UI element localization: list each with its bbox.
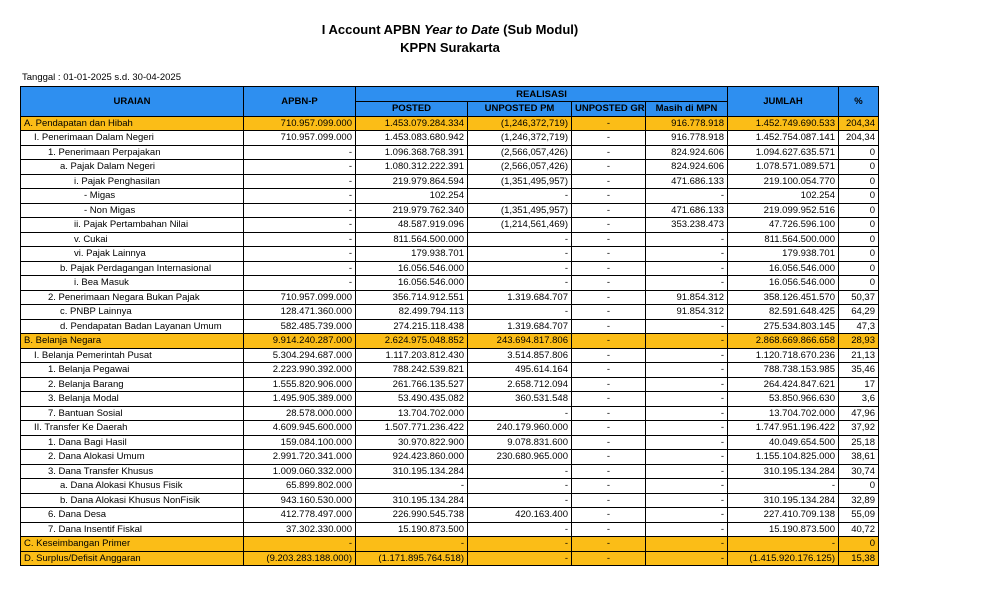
cell-pct: 204,34	[839, 131, 879, 146]
cell-posted: 82.499.794.113	[356, 305, 468, 320]
cell-unposted-pm: 240.179.960.000	[468, 421, 572, 436]
cell-apbn: 582.485.739.000	[244, 319, 356, 334]
cell-masih-mpn: -	[646, 464, 728, 479]
cell-uraian: a. Pajak Dalam Negeri	[21, 160, 244, 175]
cell-apbn: (9.203.283.188.000)	[244, 551, 356, 566]
cell-masih-mpn: -	[646, 319, 728, 334]
cell-unposted-pm: 2.658.712.094	[468, 377, 572, 392]
cell-jumlah: 358.126.451.570	[728, 290, 839, 305]
cell-masih-mpn: -	[646, 479, 728, 494]
cell-jumlah: -	[728, 537, 839, 552]
table-row	[21, 174, 879, 189]
cell-posted: 179.938.701	[356, 247, 468, 262]
cell-uraian: A. Pendapatan dan Hibah	[21, 116, 244, 131]
cell-masih-mpn: -	[646, 377, 728, 392]
cell-unposted-pm: 1.319.684.707	[468, 319, 572, 334]
cell-apbn: -	[244, 261, 356, 276]
cell-uraian: v. Cukai	[21, 232, 244, 247]
cell-uraian: C. Keseimbangan Primer	[21, 537, 244, 552]
cell-pct: 0	[839, 203, 879, 218]
cell-unposted-gr: -	[572, 276, 646, 291]
cell-unposted-gr: -	[572, 305, 646, 320]
table-row	[21, 334, 879, 349]
cell-pct: 37,92	[839, 421, 879, 436]
cell-jumlah: 1.078.571.089.571	[728, 160, 839, 175]
cell-masih-mpn: -	[646, 450, 728, 465]
cell-pct: 47,96	[839, 406, 879, 421]
cell-uraian: D. Surplus/Defisit Anggaran	[21, 551, 244, 566]
col-header-realisasi: REALISASI	[356, 87, 728, 102]
col-header-jumlah: JUMLAH	[728, 87, 839, 117]
cell-posted: 16.056.546.000	[356, 276, 468, 291]
cell-uraian: 1. Belanja Pegawai	[21, 363, 244, 378]
cell-unposted-gr: -	[572, 174, 646, 189]
cell-pct: 64,29	[839, 305, 879, 320]
cell-unposted-pm: -	[468, 522, 572, 537]
cell-masih-mpn: -	[646, 421, 728, 436]
cell-posted: 102.254	[356, 189, 468, 204]
cell-unposted-pm: -	[468, 551, 572, 566]
cell-pct: 0	[839, 174, 879, 189]
cell-unposted-gr: -	[572, 247, 646, 262]
cell-masih-mpn: -	[646, 334, 728, 349]
cell-jumlah: -	[728, 479, 839, 494]
cell-uraian: 2. Penerimaan Negara Bukan Pajak	[21, 290, 244, 305]
cell-uraian: 3. Belanja Modal	[21, 392, 244, 407]
table-row	[21, 290, 879, 305]
col-header-unposted-gr: UNPOSTED GR	[572, 102, 646, 117]
cell-posted: 274.215.118.438	[356, 319, 468, 334]
cell-posted: 1.453.079.284.334	[356, 116, 468, 131]
cell-pct: 0	[839, 189, 879, 204]
cell-jumlah: 310.195.134.284	[728, 464, 839, 479]
cell-pct: 55,09	[839, 508, 879, 523]
cell-apbn: 65.899.802.000	[244, 479, 356, 494]
cell-masih-mpn: -	[646, 406, 728, 421]
cell-pct: 0	[839, 232, 879, 247]
cell-unposted-pm: -	[468, 305, 572, 320]
cell-pct: 0	[839, 276, 879, 291]
cell-posted: -	[356, 537, 468, 552]
table-row	[21, 493, 879, 508]
table-row	[21, 464, 879, 479]
cell-uraian: - Migas	[21, 189, 244, 204]
cell-apbn: -	[244, 247, 356, 262]
cell-unposted-gr: -	[572, 406, 646, 421]
cell-masih-mpn: -	[646, 435, 728, 450]
table-row	[21, 247, 879, 262]
cell-unposted-pm: 3.514.857.806	[468, 348, 572, 363]
cell-unposted-gr: -	[572, 116, 646, 131]
cell-pct: 28,93	[839, 334, 879, 349]
col-header-posted: POSTED	[356, 102, 468, 117]
cell-apbn: 2.223.990.392.000	[244, 363, 356, 378]
cell-masih-mpn: 471.686.133	[646, 203, 728, 218]
cell-unposted-pm: -	[468, 247, 572, 262]
cell-posted: 1.096.368.768.391	[356, 145, 468, 160]
cell-apbn: -	[244, 203, 356, 218]
cell-posted: 219.979.762.340	[356, 203, 468, 218]
cell-apbn: 1.555.820.906.000	[244, 377, 356, 392]
cell-apbn: -	[244, 189, 356, 204]
cell-pct: 40,72	[839, 522, 879, 537]
cell-posted: 53.490.435.082	[356, 392, 468, 407]
cell-unposted-gr: -	[572, 392, 646, 407]
cell-jumlah: 15.190.873.500	[728, 522, 839, 537]
cell-pct: 32,89	[839, 493, 879, 508]
cell-apbn: 710.957.099.000	[244, 290, 356, 305]
cell-apbn: -	[244, 276, 356, 291]
cell-unposted-pm: 420.163.400	[468, 508, 572, 523]
cell-jumlah: 2.868.669.866.658	[728, 334, 839, 349]
cell-uraian: d. Pendapatan Badan Layanan Umum	[21, 319, 244, 334]
cell-unposted-pm: 1.319.684.707	[468, 290, 572, 305]
cell-pct: 50,37	[839, 290, 879, 305]
table-row	[21, 508, 879, 523]
cell-apbn: 9.914.240.287.000	[244, 334, 356, 349]
report-title	[0, 22, 900, 37]
cell-unposted-pm: (1,351,495,957)	[468, 203, 572, 218]
cell-jumlah: 1.747.951.196.422	[728, 421, 839, 436]
cell-unposted-pm: 230.680.965.000	[468, 450, 572, 465]
cell-masih-mpn: -	[646, 247, 728, 262]
cell-uraian: b. Dana Alokasi Khusus NonFisik	[21, 493, 244, 508]
table-row	[21, 537, 879, 552]
date-range: Tanggal : 01-01-2025 s.d. 30-04-2025	[22, 72, 181, 83]
cell-uraian: b. Pajak Perdagangan Internasional	[21, 261, 244, 276]
table-body	[21, 116, 879, 566]
cell-unposted-pm: -	[468, 276, 572, 291]
cell-unposted-gr: -	[572, 377, 646, 392]
cell-unposted-gr: -	[572, 290, 646, 305]
cell-posted: 924.423.860.000	[356, 450, 468, 465]
cell-jumlah: 47.726.596.100	[728, 218, 839, 233]
cell-unposted-pm: 495.614.164	[468, 363, 572, 378]
title-suffix: (Sub Modul)	[499, 22, 579, 37]
cell-uraian: 2. Belanja Barang	[21, 377, 244, 392]
table-row	[21, 116, 879, 131]
report-subtitle: KPPN Surakarta	[400, 40, 500, 55]
cell-pct: 38,61	[839, 450, 879, 465]
cell-apbn: 159.084.100.000	[244, 435, 356, 450]
cell-pct: 0	[839, 247, 879, 262]
cell-posted: 16.056.546.000	[356, 261, 468, 276]
cell-pct: 35,46	[839, 363, 879, 378]
cell-unposted-pm: -	[468, 406, 572, 421]
cell-jumlah: 1.452.754.087.141	[728, 131, 839, 146]
cell-unposted-pm: (2,566,057,426)	[468, 145, 572, 160]
cell-unposted-gr: -	[572, 421, 646, 436]
cell-pct: 3,6	[839, 392, 879, 407]
table-row	[21, 421, 879, 436]
cell-posted: 310.195.134.284	[356, 464, 468, 479]
table-row	[21, 232, 879, 247]
col-header-apbn: APBN-P	[244, 87, 356, 117]
cell-masih-mpn: -	[646, 261, 728, 276]
cell-uraian: II. Transfer Ke Daerah	[21, 421, 244, 436]
cell-uraian: 1. Penerimaan Perpajakan	[21, 145, 244, 160]
cell-apbn: -	[244, 537, 356, 552]
cell-uraian: - Non Migas	[21, 203, 244, 218]
cell-jumlah: 82.591.648.425	[728, 305, 839, 320]
cell-apbn: -	[244, 160, 356, 175]
cell-uraian: ii. Pajak Pertambahan Nilai	[21, 218, 244, 233]
cell-apbn: -	[244, 218, 356, 233]
cell-jumlah: 310.195.134.284	[728, 493, 839, 508]
cell-unposted-pm: (1,246,372,719)	[468, 131, 572, 146]
cell-unposted-pm: (1,214,561,469)	[468, 218, 572, 233]
cell-unposted-gr: -	[572, 334, 646, 349]
cell-uraian: vi. Pajak Lainnya	[21, 247, 244, 262]
cell-masih-mpn: 91.854.312	[646, 305, 728, 320]
cell-masih-mpn: -	[646, 363, 728, 378]
cell-jumlah: 788.738.153.985	[728, 363, 839, 378]
cell-unposted-gr: -	[572, 261, 646, 276]
col-header-uraian: URAIAN	[21, 87, 244, 117]
cell-posted: 30.970.822.900	[356, 435, 468, 450]
cell-unposted-gr: -	[572, 479, 646, 494]
cell-posted: 15.190.873.500	[356, 522, 468, 537]
table-row	[21, 145, 879, 160]
cell-unposted-pm: -	[468, 479, 572, 494]
cell-unposted-gr: -	[572, 464, 646, 479]
cell-unposted-pm: -	[468, 493, 572, 508]
cell-unposted-gr: -	[572, 435, 646, 450]
cell-posted: 310.195.134.284	[356, 493, 468, 508]
cell-pct: 0	[839, 479, 879, 494]
cell-apbn: 710.957.099.000	[244, 116, 356, 131]
cell-posted: 1.453.083.680.942	[356, 131, 468, 146]
cell-posted: (1.171.895.764.518)	[356, 551, 468, 566]
col-header-unposted-pm: UNPOSTED PM	[468, 102, 572, 117]
cell-unposted-gr: -	[572, 363, 646, 378]
cell-pct: 25,18	[839, 435, 879, 450]
table-row	[21, 218, 879, 233]
cell-pct: 0	[839, 261, 879, 276]
cell-apbn: -	[244, 145, 356, 160]
cell-jumlah: 219.100.054.770	[728, 174, 839, 189]
cell-apbn: 412.778.497.000	[244, 508, 356, 523]
cell-masih-mpn: -	[646, 522, 728, 537]
cell-apbn: 2.991.720.341.000	[244, 450, 356, 465]
table-row	[21, 377, 879, 392]
cell-unposted-gr: -	[572, 131, 646, 146]
table-row	[21, 276, 879, 291]
cell-masih-mpn: -	[646, 232, 728, 247]
cell-unposted-gr: -	[572, 450, 646, 465]
table-row	[21, 450, 879, 465]
cell-jumlah: 1.452.749.690.533	[728, 116, 839, 131]
cell-unposted-pm: (2,566,057,426)	[468, 160, 572, 175]
cell-unposted-gr: -	[572, 551, 646, 566]
cell-jumlah: (1.415.920.176.125)	[728, 551, 839, 566]
cell-apbn: 710.957.099.000	[244, 131, 356, 146]
cell-posted: 356.714.912.551	[356, 290, 468, 305]
table-row	[21, 406, 879, 421]
cell-jumlah: 219.099.952.516	[728, 203, 839, 218]
cell-masih-mpn: 471.686.133	[646, 174, 728, 189]
cell-apbn: 1.009.060.332.000	[244, 464, 356, 479]
cell-uraian: a. Dana Alokasi Khusus Fisik	[21, 479, 244, 494]
cell-posted: 1.080.312.222.391	[356, 160, 468, 175]
cell-pct: 0	[839, 160, 879, 175]
cell-apbn: 128.471.360.000	[244, 305, 356, 320]
cell-unposted-pm: 360.531.548	[468, 392, 572, 407]
table-row	[21, 189, 879, 204]
cell-uraian: 6. Dana Desa	[21, 508, 244, 523]
cell-unposted-gr: -	[572, 232, 646, 247]
cell-unposted-gr: -	[572, 493, 646, 508]
table-row	[21, 348, 879, 363]
cell-unposted-gr: -	[572, 189, 646, 204]
title-italic: Year to Date	[424, 22, 500, 37]
cell-apbn: 943.160.530.000	[244, 493, 356, 508]
cell-apbn: 37.302.330.000	[244, 522, 356, 537]
cell-masih-mpn: 91.854.312	[646, 290, 728, 305]
cell-posted: 1.507.771.236.422	[356, 421, 468, 436]
cell-pct: 204,34	[839, 116, 879, 131]
table-row	[21, 319, 879, 334]
cell-pct: 47,3	[839, 319, 879, 334]
cell-unposted-gr: -	[572, 348, 646, 363]
cell-pct: 15,38	[839, 551, 879, 566]
cell-unposted-pm: 9.078.831.600	[468, 435, 572, 450]
apbn-table	[20, 86, 879, 566]
cell-unposted-gr: -	[572, 319, 646, 334]
cell-pct: 30,74	[839, 464, 879, 479]
cell-unposted-pm: -	[468, 537, 572, 552]
cell-apbn: 28.578.000.000	[244, 406, 356, 421]
cell-unposted-pm: -	[468, 464, 572, 479]
cell-apbn: -	[244, 174, 356, 189]
cell-masih-mpn: -	[646, 551, 728, 566]
cell-pct: 0	[839, 145, 879, 160]
cell-masih-mpn: -	[646, 348, 728, 363]
cell-jumlah: 16.056.546.000	[728, 261, 839, 276]
cell-posted: 2.624.975.048.852	[356, 334, 468, 349]
cell-posted: 811.564.500.000	[356, 232, 468, 247]
cell-posted: 261.766.135.527	[356, 377, 468, 392]
cell-apbn: -	[244, 232, 356, 247]
cell-jumlah: 53.850.966.630	[728, 392, 839, 407]
cell-unposted-pm: -	[468, 261, 572, 276]
cell-uraian: B. Belanja Negara	[21, 334, 244, 349]
table-row	[21, 131, 879, 146]
cell-apbn: 5.304.294.687.000	[244, 348, 356, 363]
title-prefix: I Account APBN	[321, 22, 425, 37]
cell-posted: 219.979.864.594	[356, 174, 468, 189]
cell-unposted-gr: -	[572, 218, 646, 233]
cell-posted: -	[356, 479, 468, 494]
cell-pct: 17	[839, 377, 879, 392]
cell-unposted-gr: -	[572, 537, 646, 552]
cell-posted: 48.587.919.096	[356, 218, 468, 233]
cell-unposted-gr: -	[572, 145, 646, 160]
table-row	[21, 551, 879, 566]
cell-unposted-gr: -	[572, 203, 646, 218]
cell-jumlah: 13.704.702.000	[728, 406, 839, 421]
table-row	[21, 160, 879, 175]
cell-jumlah: 227.410.709.138	[728, 508, 839, 523]
cell-jumlah: 1.120.718.670.236	[728, 348, 839, 363]
cell-masih-mpn: -	[646, 537, 728, 552]
cell-masih-mpn: 916.778.918	[646, 131, 728, 146]
cell-uraian: 2. Dana Alokasi Umum	[21, 450, 244, 465]
cell-uraian: 7. Dana Insentif Fiskal	[21, 522, 244, 537]
table-row	[21, 435, 879, 450]
cell-posted: 13.704.702.000	[356, 406, 468, 421]
cell-uraian: c. PNBP Lainnya	[21, 305, 244, 320]
cell-uraian: I. Penerimaan Dalam Negeri	[21, 131, 244, 146]
col-header-pct: %	[839, 87, 879, 117]
cell-jumlah: 811.564.500.000	[728, 232, 839, 247]
cell-pct: 21,13	[839, 348, 879, 363]
cell-posted: 788.242.539.821	[356, 363, 468, 378]
cell-apbn: 1.495.905.389.000	[244, 392, 356, 407]
cell-masih-mpn: 824.924.606	[646, 145, 728, 160]
cell-masih-mpn: 824.924.606	[646, 160, 728, 175]
cell-uraian: 1. Dana Bagi Hasil	[21, 435, 244, 450]
cell-uraian: 7. Bantuan Sosial	[21, 406, 244, 421]
cell-uraian: 3. Dana Transfer Khusus	[21, 464, 244, 479]
cell-masih-mpn: -	[646, 493, 728, 508]
cell-posted: 1.117.203.812.430	[356, 348, 468, 363]
cell-jumlah: 102.254	[728, 189, 839, 204]
cell-uraian: i. Bea Masuk	[21, 276, 244, 291]
cell-jumlah: 1.094.627.635.571	[728, 145, 839, 160]
col-header-masih-mpn: Masih di MPN	[646, 102, 728, 117]
cell-masih-mpn: 353.238.473	[646, 218, 728, 233]
cell-masih-mpn: 916.778.918	[646, 116, 728, 131]
cell-apbn: 4.609.945.600.000	[244, 421, 356, 436]
table-row	[21, 203, 879, 218]
cell-unposted-pm: -	[468, 189, 572, 204]
cell-masih-mpn: -	[646, 189, 728, 204]
cell-masih-mpn: -	[646, 276, 728, 291]
cell-masih-mpn: -	[646, 392, 728, 407]
cell-jumlah: 16.056.546.000	[728, 276, 839, 291]
cell-unposted-pm: (1,351,495,957)	[468, 174, 572, 189]
cell-jumlah: 40.049.654.500	[728, 435, 839, 450]
table-row	[21, 363, 879, 378]
cell-pct: 0	[839, 537, 879, 552]
table-row	[21, 479, 879, 494]
cell-unposted-gr: -	[572, 160, 646, 175]
table-row	[21, 261, 879, 276]
cell-unposted-pm: 243.694.817.806	[468, 334, 572, 349]
cell-unposted-gr: -	[572, 522, 646, 537]
cell-uraian: i. Pajak Penghasilan	[21, 174, 244, 189]
table-row	[21, 392, 879, 407]
cell-unposted-pm: (1,246,372,719)	[468, 116, 572, 131]
cell-posted: 226.990.545.738	[356, 508, 468, 523]
cell-unposted-gr: -	[572, 508, 646, 523]
table-row	[21, 305, 879, 320]
cell-jumlah: 1.155.104.825.000	[728, 450, 839, 465]
cell-uraian: I. Belanja Pemerintah Pusat	[21, 348, 244, 363]
cell-pct: 0	[839, 218, 879, 233]
table-row	[21, 522, 879, 537]
cell-jumlah: 264.424.847.621	[728, 377, 839, 392]
cell-unposted-pm: -	[468, 232, 572, 247]
cell-jumlah: 179.938.701	[728, 247, 839, 262]
cell-masih-mpn: -	[646, 508, 728, 523]
cell-jumlah: 275.534.803.145	[728, 319, 839, 334]
